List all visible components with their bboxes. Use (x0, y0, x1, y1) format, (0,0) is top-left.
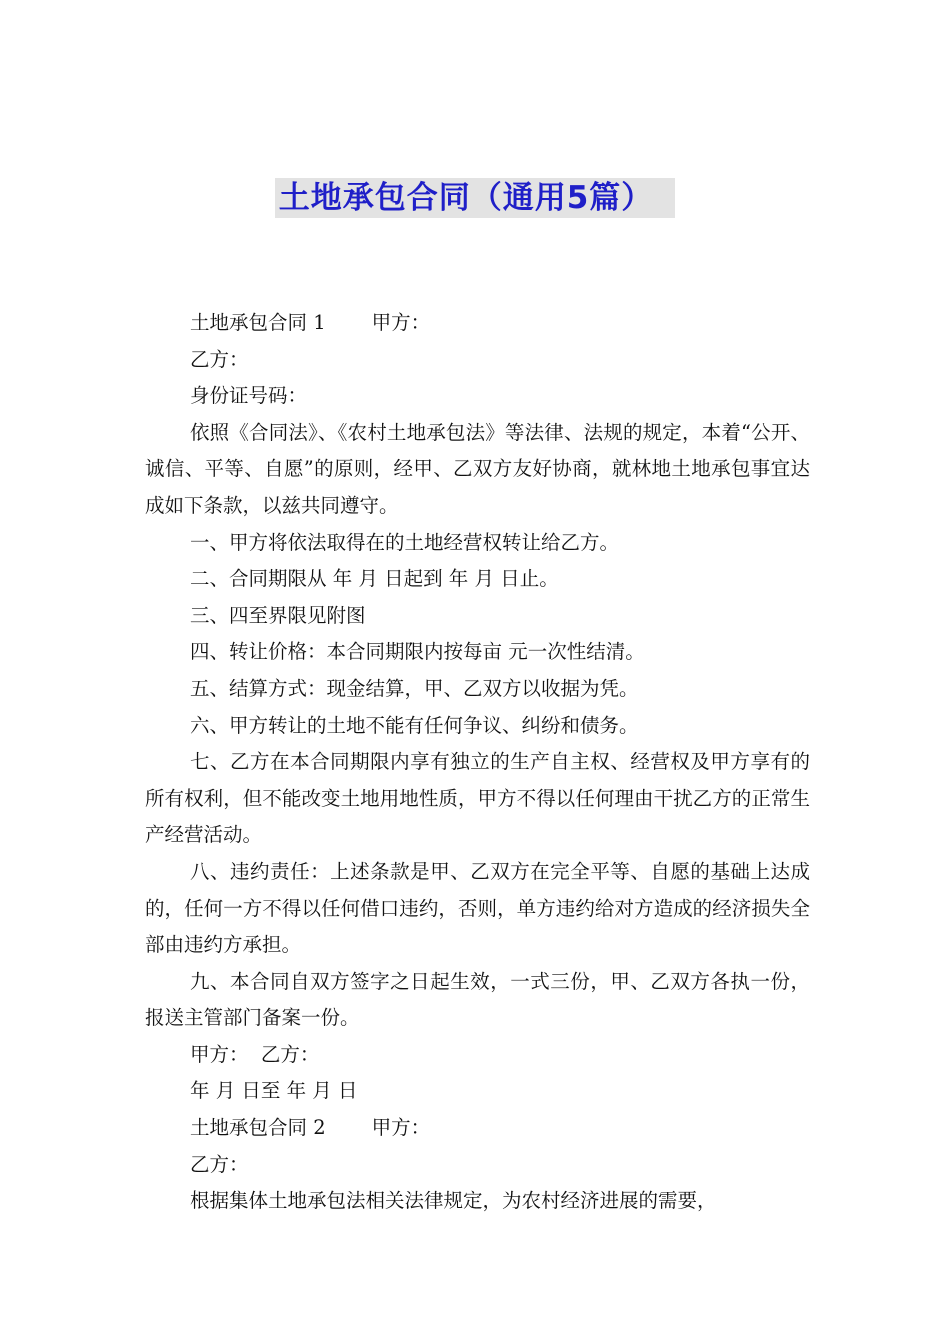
party-a-label: 甲方： (371, 311, 431, 334)
title-container (0, 178, 950, 218)
paragraph: 八、违约责任：上述条款是甲、乙双方在完全平等、自愿的基础上达成的，任何一方不得以任何借口违约，否则，单方违约给对方造成的经济损失全部由违约方承担。 (145, 859, 810, 957)
party-a-label: 甲方： (371, 1116, 431, 1140)
contract-2-header (145, 1110, 810, 1147)
paragraph: 二、合同期限从 年 月 日起到 年 月 日止。 (190, 567, 559, 591)
contract-heading: 土地承包合同 1 (190, 311, 326, 334)
paragraph: 乙方： (190, 347, 249, 371)
paragraph: 三、四至界限见附图 (190, 603, 366, 627)
date-line: 年 月 日至 年 月 日 (190, 1079, 358, 1103)
document-body (145, 305, 810, 1220)
paragraph: 六、甲方转让的土地不能有任何争议、纠纷和债务。 (190, 713, 639, 737)
contract-heading: 土地承包合同 2 (190, 1116, 326, 1140)
paragraph: 身份证号码： (190, 384, 308, 408)
paragraph: 五、结算方式：现金结算，甲、乙双方以收据为凭。 (190, 676, 639, 700)
paragraph: 一、甲方将依法取得在的土地经营权转让给乙方。 (190, 530, 620, 554)
paragraph: 七、乙方在本合同期限内享有独立的生产自主权、经营权及甲方享有的所有权利，但不能改变土地用地性质，甲方不得以任何理由干扰乙方的正常生产经营活动。 (145, 750, 810, 847)
paragraph: 九、本合同自双方签字之日起生效，一式三份，甲、乙双方各执一份，报送主管部门备案一份。 (145, 969, 810, 1030)
contract-1-header (145, 305, 810, 342)
signature-line: 甲方： 乙方： (190, 1042, 320, 1066)
document-title: 土地承包合同（通用5篇） (275, 178, 676, 218)
paragraph: 乙方： (190, 1152, 249, 1176)
paragraph: 四、转让价格：本合同期限内按每亩 元一次性结清。 (190, 640, 645, 664)
paragraph: 依照《合同法》、《农村土地承包法》等法律、法规的规定，本着“公开、诚信、平等、自愿”的原则，经甲、乙双方友好协商，就林地土地承包事宜达成如下条款，以兹共同遵守。 (145, 420, 810, 517)
paragraph: 根据集体土地承包法相关法律规定，为农村经济进展的需要， (190, 1189, 717, 1213)
